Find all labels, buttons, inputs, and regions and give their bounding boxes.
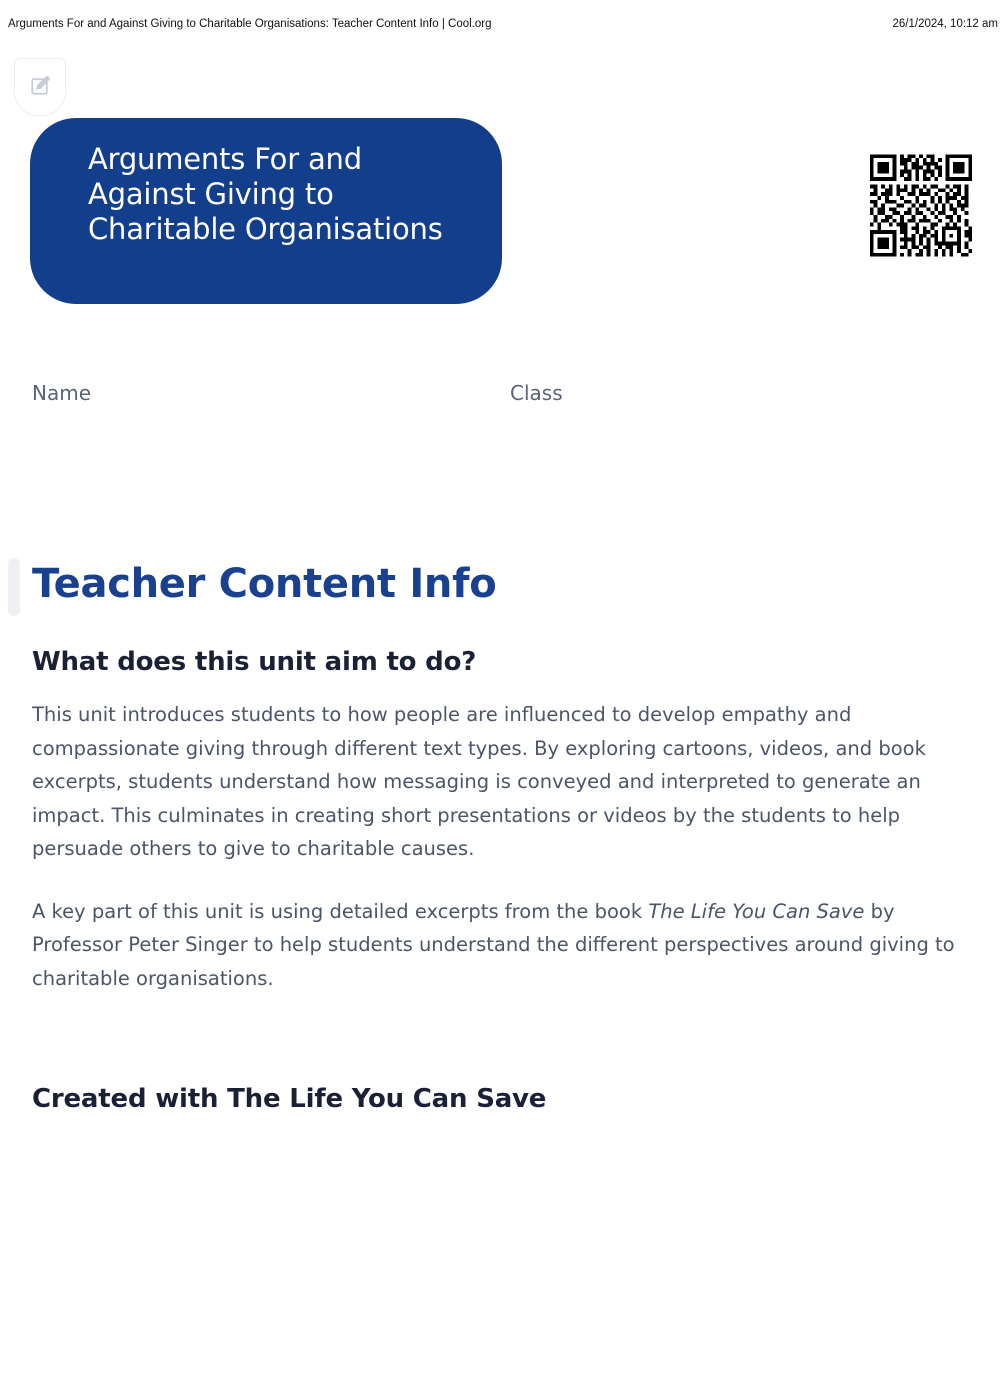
print-header-title: Arguments For and Against Giving to Charitable Organisations: Teacher Content Info | Cool.org: [8, 18, 492, 30]
unit-title-banner: [30, 118, 502, 304]
edit-pencil-square-icon: [29, 75, 51, 97]
page-title-block: [0, 556, 1006, 620]
qr-code-image: [866, 148, 976, 263]
paragraph-2-lead-text: A key part of this unit is using detailed excerpts from the book: [32, 899, 649, 923]
created-with-heading: Created with The Life You Can Save: [32, 1084, 547, 1114]
paragraph-2-trailing-text: by Professor Peter Singer to help students understand the different perspectives around giving to charitable organisations.: [32, 899, 955, 990]
unit-aim-paragraph-1-text: This unit introduces students to how people are influenced to develop empathy and compassionate giving through different text types. By exploring cartoons, videos, and book excerpts, students understand how messaging is conveyed and interpreted to generate an impact. This culminates in creating short presentations or videos by the students to help persuade others to give to charitable causes.: [32, 703, 926, 860]
qr-code[interactable]: [866, 148, 976, 263]
heading-accent-bar: [8, 558, 20, 616]
unit-aim-heading: What does this unit aim to do?: [32, 647, 477, 677]
identity-row: [0, 378, 1006, 410]
edit-button[interactable]: [14, 58, 66, 116]
book-title-the-life-you-can-save: The Life You Can Save: [648, 899, 865, 923]
unit-title-text: Arguments For and Against Giving to Charitable Organisations: [88, 142, 443, 246]
page-title: Teacher Content Info: [32, 561, 497, 607]
teacher-content-body: [32, 646, 970, 995]
name-label: Name: [32, 381, 92, 405]
print-header-timestamp: 26/1/2024, 10:12 am: [892, 18, 998, 30]
print-header: [0, 16, 1006, 32]
unit-aim-paragraph-2: [32, 895, 970, 996]
class-label: Class: [510, 381, 563, 405]
unit-aim-paragraph-1: [32, 698, 970, 866]
